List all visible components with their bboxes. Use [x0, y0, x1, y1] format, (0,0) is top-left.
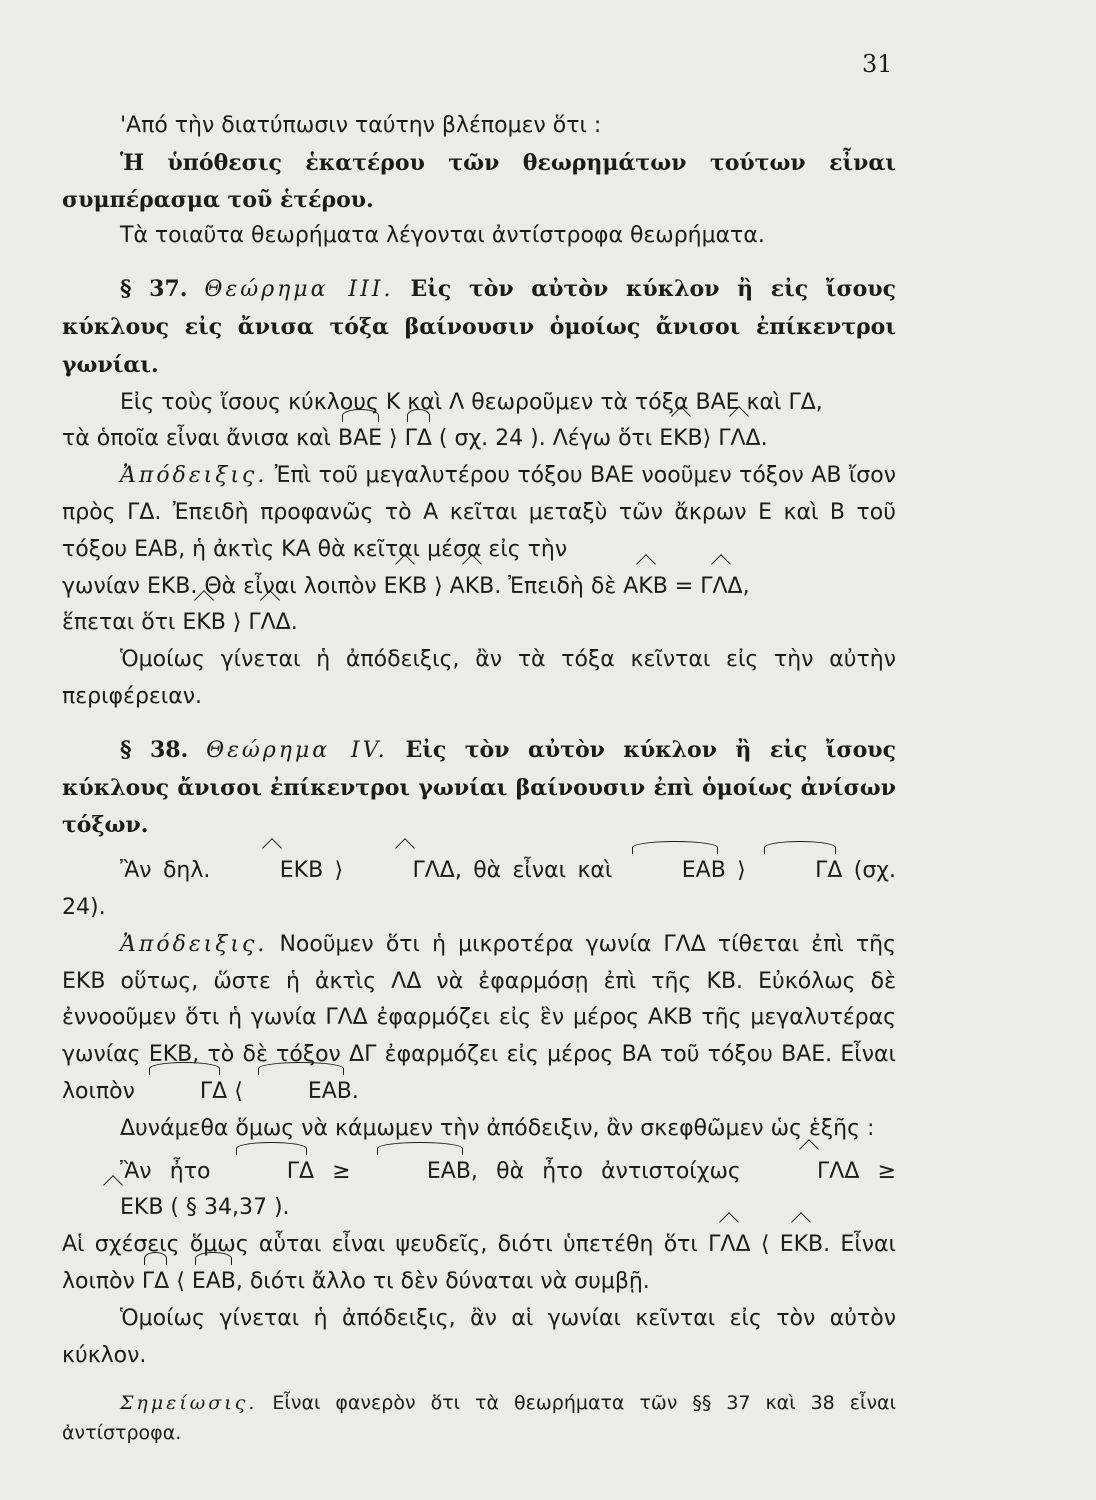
theorem-label-37: Θεώρημα III. — [204, 277, 394, 303]
alt-i2: , θὰ ἦτο ἀντιστοίχως — [470, 1158, 741, 1184]
arc-gd: ΓΔ — [405, 421, 432, 458]
angle-ekv-6: ΕΚΒ — [780, 1227, 823, 1264]
lt-symbol-3: ⟨ — [169, 1268, 192, 1294]
theorem-38-claim — [62, 853, 896, 927]
arc-gd-5: ΓΔ — [142, 1264, 169, 1301]
lt-symbol: ⟨ — [227, 1078, 250, 1104]
gt-symbol-2: ⟩ — [702, 426, 719, 452]
angle-gld: ΓΛΔ — [718, 421, 760, 458]
page-body — [62, 108, 896, 1448]
footnote-label: Σημείωσις. — [120, 1392, 258, 1415]
proof-c1: γωνίαν ΕΚΒ. Θὰ εἶναι λοιπὸν — [62, 573, 377, 599]
claim38-f3: (σχ. 24). — [62, 858, 897, 920]
proof-label-38: Ἀπόδειξις. — [120, 931, 268, 957]
contradiction-line — [62, 1227, 896, 1301]
theorem-37-proof — [62, 458, 896, 568]
theorem-37-heading — [62, 271, 896, 384]
alt-j2: . Εἶναι λοιπὸν — [62, 1232, 896, 1294]
proof-g2: . — [351, 1078, 359, 1104]
angle-ekv-4: ΕΚΒ — [222, 853, 323, 890]
section-number-37: § 37. — [120, 276, 188, 303]
gt-symbol-3: ⟩ — [427, 573, 450, 599]
arc-eab-2: ΕΑΒ — [250, 1074, 352, 1111]
arc-gd-4: ΓΔ — [229, 1154, 314, 1191]
ge-symbol-2: ≥ — [859, 1158, 897, 1184]
angle-gld-3: ΓΛΔ — [248, 605, 290, 642]
alt-j1: Αἱ σχέσεις ὅμως αὗται εἶναι ψευδεῖς, διότι ὑπετέθη ὅτι — [62, 1232, 698, 1258]
theorem-statement-38: Εἰς τὸν αὐτὸν κύκλον ἢ εἰς ἴσους κύκλους ἄνισοι ἐπίκεντροι γωνίαι βαίνουσιν ἐπὶ ὁμοίως ἀνίσων τόξων. — [62, 736, 896, 839]
gt-symbol: ⟩ — [382, 426, 405, 452]
section-number-38: § 38. — [120, 736, 189, 763]
eq-symbol: = — [667, 573, 701, 599]
gt-symbol-6: ⟩ — [725, 858, 758, 884]
angle-ekv-5: ΕΚΒ — [62, 1190, 163, 1227]
angle-akv-2: ΑΚΒ — [623, 569, 668, 606]
alt-i1: Ἂν ἦτο — [120, 1158, 211, 1184]
proof-line-angle — [62, 569, 896, 606]
gt-symbol-5: ⟩ — [323, 858, 355, 884]
alternate-proof-intro: Δυνάμεθα ὅμως νὰ κάμωμεν τὴν ἀπόδειξιν, ἂν σκεφθῶμεν ὡς ἑξῆς : — [120, 1115, 875, 1141]
proof-d2: . — [290, 610, 298, 636]
gt-symbol-4: ⟩ — [225, 610, 249, 636]
converse-definition: Τὰ τοιαῦτα θεωρήματα λέγονται ἀντίστροφα θεωρήματα. — [120, 223, 765, 249]
claim38-f2: , θὰ εἶναι καὶ — [454, 858, 613, 884]
theorem-statement-37: Εἰς τὸν αὐτὸν κύκλον ἢ εἰς ἴσους κύκλους εἰς ἄνισα τόξα βαίνουσιν ὁμοίως ἄνισοι ἐπίκεντροι γωνίαι. — [62, 276, 897, 378]
arc-eab: ΕΑΒ — [624, 853, 726, 890]
proof-conclusion-37 — [62, 605, 896, 642]
theorem-37-setup: Εἰς τοὺς ἴσους κύκλους Κ καὶ Λ θεωροῦμεν τὰ τόξα ΒΑΕ καὶ ΓΔ, — [120, 389, 823, 415]
arc-gd-2: ΓΔ — [757, 853, 842, 890]
converse-statement: Ἡ ὑπόθεσις ἑκατέρου τῶν θεωρημάτων τούτων εἶναι συμπέρασμα τοῦ ἑτέρου. — [62, 149, 896, 213]
angle-gld-4: ΓΛΔ — [354, 853, 454, 890]
similar-proof-38: Ὁμοίως γίνεται ἡ ἀπόδειξις, ἂν αἱ γωνίαι κεῖνται εἰς τὸν αὐτὸν κύκλον. — [62, 1305, 896, 1368]
similar-proof-37: Ὁμοίως γίνεται ἡ ἀπόδειξις, ἂν τὰ τόξα κεῖνται εἰς τὴν αὐτὴν περιφέρειαν. — [62, 647, 896, 709]
arc-bae: ΒΑΕ — [338, 421, 382, 458]
angle-gld-5: ΓΛΔ — [759, 1154, 859, 1191]
footnote — [62, 1388, 896, 1448]
proof-c2: . Ἐπειδὴ δὲ — [494, 573, 617, 599]
angle-ekv: ΕΚΒ — [659, 421, 702, 458]
proof-text-38: Νοοῦμεν ὅτι ἡ μικροτέρα γωνία ΓΛΔ τίθεται ἐπὶ τῆς ΕΚΒ οὕτως, ὥστε ἡ ἀκτὶς ΛΔ νὰ ἐφαρμόσῃ ἐπὶ τῆς ΚΒ. Εὐκόλως δὲ ἐννοοῦμεν ὅτι ἡ γωνία ΓΛΔ ἐφαρμόζει εἰς ἓν μέρος ΑΚΒ τῆς μεγαλυτέρας γωνίας ΕΚΒ, τὸ δὲ τόξον ΔΓ ἐφαρμόζει εἰς μέρος ΒΑ τοῦ τόξου ΒΑΕ. Εἶναι λοιπὸν — [62, 931, 896, 1104]
theorem-38-heading — [62, 732, 896, 845]
theorem-37-claim — [62, 421, 896, 458]
alt-j3: , διότι ἄλλο τι δὲν δύναται νὰ συμβῇ. — [235, 1268, 650, 1294]
lt-symbol-2: ⟨ — [750, 1232, 780, 1258]
claim-end: . — [760, 426, 768, 452]
claim38-f1: Ἂν δηλ. — [120, 858, 211, 884]
arc-eab-3: ΕΑΒ — [369, 1154, 471, 1191]
page-number: 31 — [862, 50, 893, 78]
angle-gld-2: ΓΛΔ — [700, 569, 742, 606]
alt-i3: ( § 34,37 ). — [163, 1195, 290, 1221]
theorem-38-proof — [62, 927, 896, 1111]
alternate-proof-line — [62, 1154, 896, 1228]
arc-gd-3: ΓΔ — [142, 1074, 227, 1111]
footnote-text: Εἶναι φανερὸν ὅτι τὰ θεωρήματα τῶν §§ 37 καὶ 38 εἶναι ἀντίστροφα. — [62, 1392, 897, 1445]
arc-eab-4: ΕΑΒ — [192, 1264, 236, 1301]
theorem-label-38: Θεώρημα IV. — [206, 737, 388, 763]
proof-label-37: Ἀπόδειξις. — [120, 463, 268, 489]
angle-ekv-3: ΕΚΒ — [182, 605, 225, 642]
angle-akv: ΑΚΒ — [450, 569, 495, 606]
proof-text-37: Ἐπὶ τοῦ μεγαλυτέρου τόξου ΒΑΕ νοοῦμεν τόξον ΑΒ ἴσον πρὸς ΓΔ. Ἐπειδὴ προφανῶς τὸ Α κεῖται μεταξὺ τῶν ἄκρων Ε καὶ Β τοῦ τόξου ΕΑΒ, ἡ ἀκτὶς ΚΑ θὰ κεῖται μέσα εἰς τὴν — [62, 463, 897, 562]
claim-text-2: ( σχ. 24 ). Λέγω ὅτι — [431, 426, 653, 452]
intro-line: 'Από τὴν διατύπωσιν ταύτην βλέπομεν ὅτι : — [120, 113, 602, 138]
ge-symbol: ≥ — [314, 1158, 369, 1184]
proof-d1: ἕπεται ὅτι — [62, 610, 176, 636]
angle-gld-6: ΓΛΔ — [708, 1227, 750, 1264]
angle-ekv-2: ΕΚΒ — [384, 569, 427, 606]
claim-text: τὰ ὁποῖα εἶναι ἄνισα καὶ — [62, 426, 331, 452]
proof-c3: , — [742, 573, 750, 599]
